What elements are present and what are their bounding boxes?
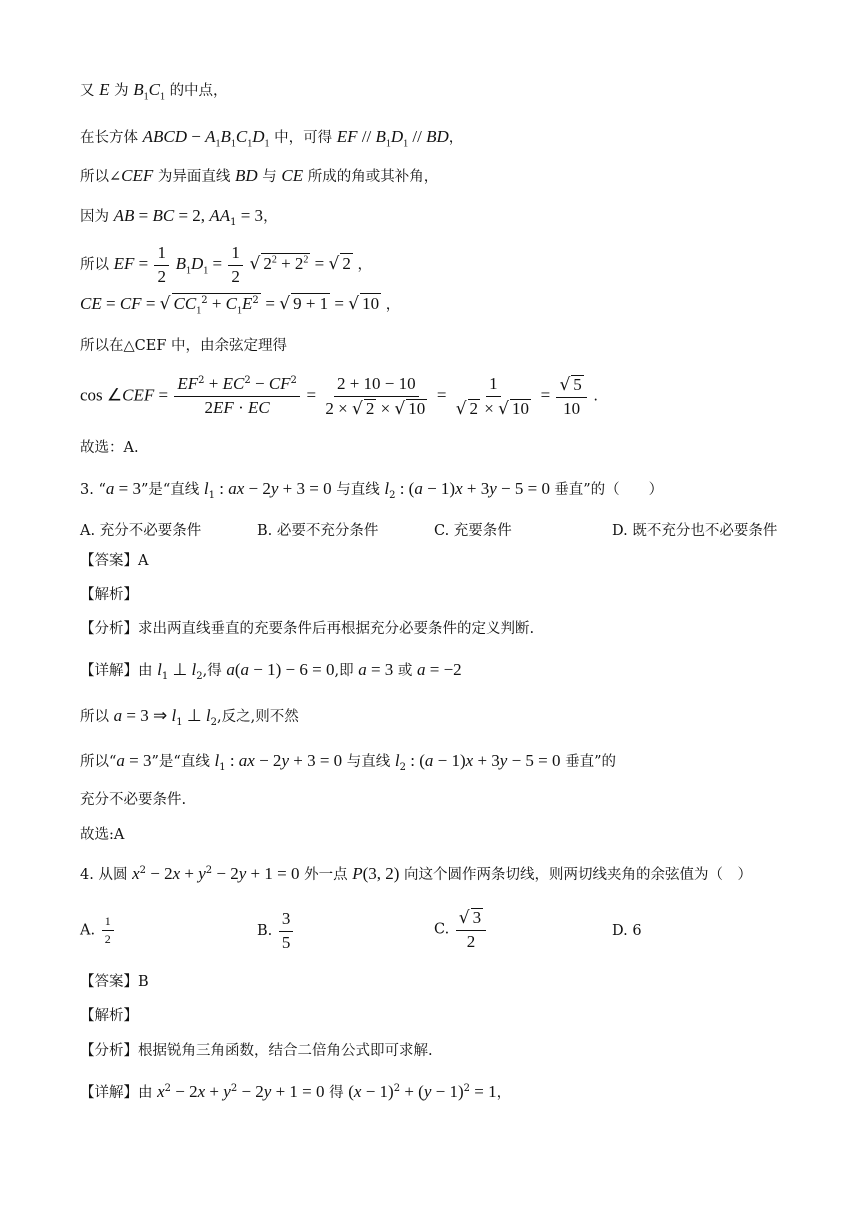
- option-c: C. $\frac{√ 3}{2}$: [434, 908, 488, 951]
- text-line: 因为 AB = BC = 2, $AA_1 = 3$，: [80, 206, 278, 228]
- detail-line: 所以“a = 3”是“直线 $l_1$ : ax − 2y + 3 = 0 与直线 $l_2$ : (a − 1)x + 3y − 5 = 0 垂直”的: [80, 751, 617, 773]
- text-line: 又 E 为 $B_1C_1$ 的中点，: [80, 80, 228, 103]
- option-a: A. 充分不必要条件: [80, 523, 202, 539]
- answer: 【答案】B: [80, 974, 149, 990]
- text-line: CE = CF = √ $CC_1^2 + C_1E^2$ = √ 9 + 1 = √ 10 ，: [80, 294, 401, 317]
- text-line: 所以 EF = $\frac{1}{2}$ $B_1D_1$ = $\frac{1}{2}$ √ $2^2 + 2^2$ = √ 2 ，: [80, 243, 372, 286]
- question-4-stem: 4. 从圆 $x^2 - 2x + y^2 - 2y + 1 = 0$ 外一点 P(3, 2) 向这个圆作两条切线，则两切线夹角的余弦值为（ ）: [80, 864, 753, 883]
- detail: 【详解】由 $x^2 - 2x + y^2 - 2y + 1 = 0$ 得 $(x - 1)^2 + (y - 1)^2 = 1$，: [80, 1082, 512, 1101]
- option-d: D. 既不充分也不必要条件: [612, 523, 778, 539]
- option-b: B. 必要不充分条件: [257, 523, 379, 539]
- option-d: D. 6: [612, 923, 642, 939]
- analysis: 【分析】求出两直线垂直的充要条件后再根据充分必要条件的定义判断.: [80, 621, 535, 637]
- analysis: 【分析】根据锐角三角函数，结合二倍角公式即可求解.: [80, 1043, 433, 1059]
- option-c: C. 充要条件: [434, 523, 512, 539]
- option-b: B. $\frac{3}{5}$: [257, 910, 295, 952]
- detail: 【详解】由 $l_1$ ⊥ $l_2$,得 a(a − 1) − 6 = 0,即 a = 3 或 a = −2: [80, 660, 462, 682]
- text-line: 所以∠CEF 为异面直线 BD 与 CE 所成的角或其补角，: [80, 166, 439, 185]
- cos-formula: cos ∠CEF = $\frac{EF^2 + EC^2 - CF^2}{2EF \cdot EC}$ = $\frac{2 + 10 - 10}{2 \times √ 2 \times √ 10}$ = $\frac{1}{√ 2 \times √ 10}$ = $\frac{√ 5}{10}$ .: [80, 374, 598, 419]
- analysis-title: 【解析】: [80, 587, 138, 603]
- analysis-title: 【解析】: [80, 1008, 138, 1024]
- answer: 【答案】A: [80, 553, 149, 569]
- detail-line: 充分不必要条件.: [80, 792, 187, 808]
- question-3-stem: 3. “a = 3”是“直线 $l_1$ : ax − 2y + 3 = 0 与直线 $l_2$ : (a − 1)x + 3y − 5 = 0 垂直”的（ ）: [80, 479, 664, 501]
- choice: 故选:A: [80, 827, 125, 843]
- text-line: 在长方体 ABCD − $A_1B_1C_1D_1$ 中，可得 EF // $B_1D_1$ // BD，: [80, 127, 464, 150]
- text-line: 故选：A.: [80, 440, 139, 456]
- option-a: A. $\frac{1}{2}$: [80, 915, 116, 946]
- detail-line: 所以 a = 3 ⇒ $l_1$ ⊥ $l_2$,反之,则不然: [80, 706, 299, 728]
- text-line: 所以在△CEF 中，由余弦定理得: [80, 338, 287, 354]
